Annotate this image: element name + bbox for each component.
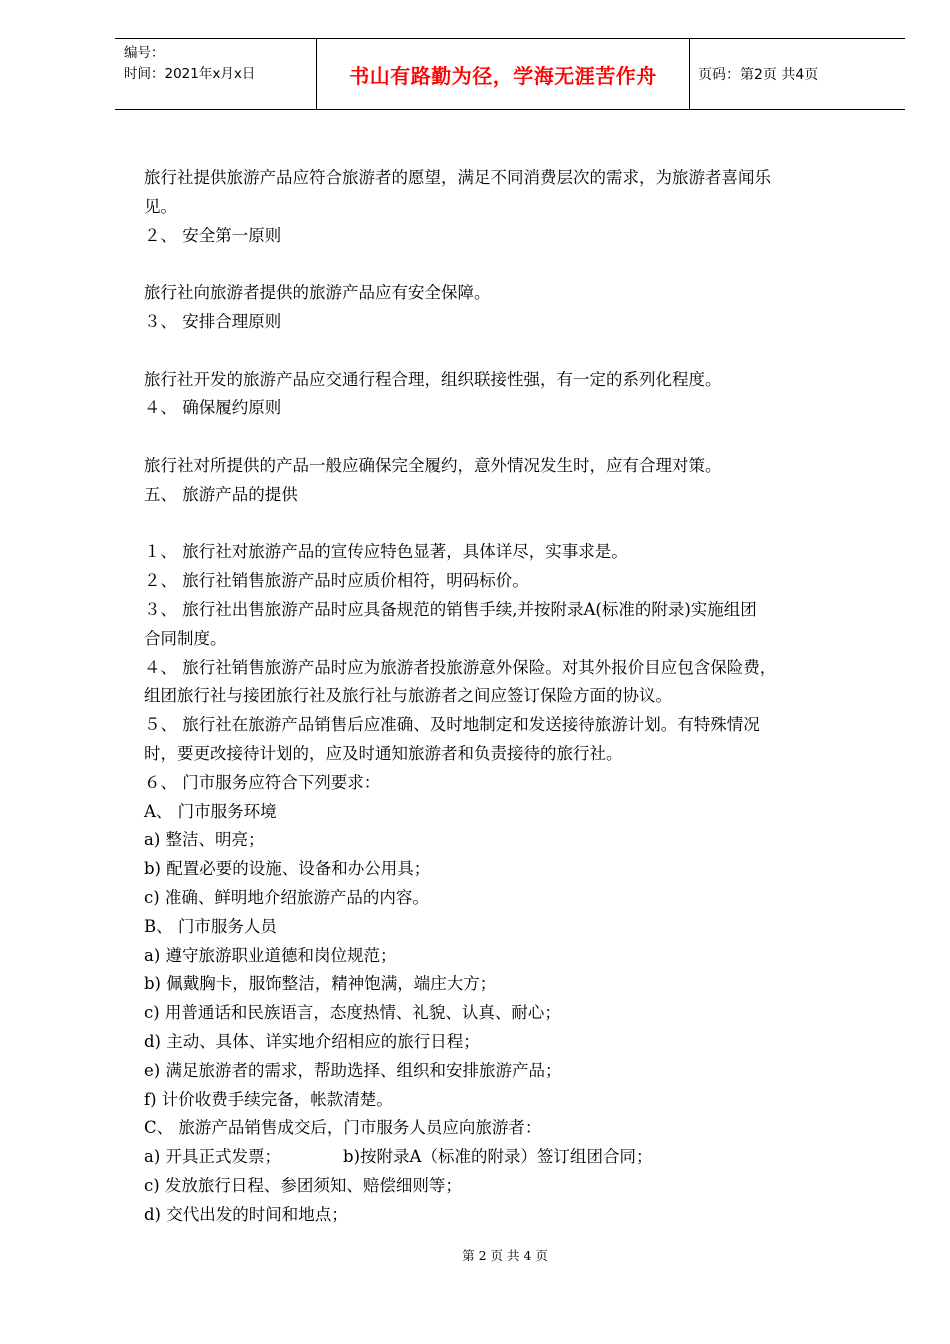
blank-line: [144, 423, 884, 452]
list-item-cont: 组团旅行社与接团旅行社及旅行社与旅游者之间应签订保险方面的协议。: [144, 686, 672, 706]
sub-item: c) 发放旅行日程、参团须知、赔偿细则等；: [144, 1175, 462, 1195]
sub-item: a) 整洁、明亮；: [144, 830, 265, 850]
sub-item-right: b)按附录A（标准的附录）签订组团合同；: [343, 1147, 653, 1167]
body-line: 旅行社提供旅游产品应符合旅游者的愿望，满足不同消费层次的需求，为旅游者喜闻乐: [144, 168, 771, 187]
list-item: ２、 旅行社销售旅游产品时应质价相符，明码标价。: [144, 571, 529, 591]
blank-line: [144, 250, 884, 279]
list-item-cont: 时，要更改接待计划的，应及时通知旅游者和负责接待的旅行社。: [144, 743, 623, 763]
blank-line: [144, 510, 884, 539]
blank-line: [144, 337, 884, 366]
list-item-cont: 合同制度。: [144, 628, 227, 648]
list-item: ４、 旅行社销售旅游产品时应为旅游者投旅游意外保险。对其外报价目应包含保险费，: [144, 657, 777, 677]
sub-item: f) 计价收费手续完备，帐款清楚。: [144, 1089, 393, 1109]
sub-item: e) 满足旅游者的需求，帮助选择、组织和安排旅游产品；: [144, 1060, 562, 1080]
list-item: ６、 门市服务应符合下列要求：: [144, 772, 381, 792]
time-label: 时间：2021年x月x日: [124, 66, 256, 82]
body-line: 旅行社对所提供的产品一般应确保完全履约，意外情况发生时，应有合理对策。: [144, 455, 722, 475]
document-body: [144, 164, 884, 1229]
page-footer: 第 2 页 共 4 页: [462, 1248, 548, 1263]
sub-item-left: a) 开具正式发票；: [144, 1147, 282, 1167]
sub-item: b) 佩戴胸卡，服饰整洁，精神饱满，端庄大方；: [144, 974, 497, 994]
sub-item: a) 遵守旅游职业道德和岗位规范；: [144, 945, 397, 965]
sub-item: d) 主动、具体、详实地介绍相应的旅行日程；: [144, 1031, 480, 1051]
header-page-cell: [690, 39, 905, 109]
number-label: 编号：: [124, 45, 165, 61]
section-heading: ３、 安排合理原则: [144, 311, 282, 331]
page-header: [115, 38, 905, 110]
sub-item: c) 用普通话和民族语言，态度热情、礼貌、认真、耐心；: [144, 1003, 561, 1023]
sub-heading: C、 旅游产品销售成交后，门市服务人员应向旅游者：: [144, 1118, 542, 1138]
body-line: 见。: [144, 196, 177, 216]
body-line: 旅行社向旅游者提供的旅游产品应有安全保障。: [144, 283, 491, 303]
sub-item: b) 配置必要的设施、设备和办公用具；: [144, 859, 431, 879]
sub-heading: A、 门市服务环境: [144, 801, 277, 821]
section-heading: ４、 确保履约原则: [144, 398, 282, 418]
sub-item: c) 准确、鲜明地介绍旅游产品的内容。: [144, 887, 429, 907]
body-line: 旅行社开发的旅游产品应交通行程合理，组织联接性强，有一定的系列化程度。: [144, 369, 722, 389]
list-item: ３、 旅行社出售旅游产品时应具备规范的销售手续,并按附录A(标准的附录)实施组团: [144, 599, 757, 619]
list-item: １、 旅行社对旅游产品的宣传应特色显著，具体详尽，实事求是。: [144, 542, 628, 562]
sub-heading: B、 门市服务人员: [144, 916, 277, 936]
sub-item-pair: [144, 1143, 884, 1172]
header-motto-cell: [316, 39, 690, 109]
motto-text: 书山有路勤为径，学海无涯苦作舟: [349, 63, 657, 88]
section-heading: 五、 旅游产品的提供: [144, 484, 298, 504]
section-heading: ２、 安全第一原则: [144, 225, 282, 245]
header-meta: [115, 39, 316, 109]
sub-item: d) 交代出发的时间和地点；: [144, 1204, 348, 1224]
page-number-label: 页码：第2页 共4页: [698, 67, 819, 83]
list-item: ５、 旅行社在旅游产品销售后应准确、及时地制定和发送接待旅游计划。有特殊情况: [144, 715, 760, 735]
